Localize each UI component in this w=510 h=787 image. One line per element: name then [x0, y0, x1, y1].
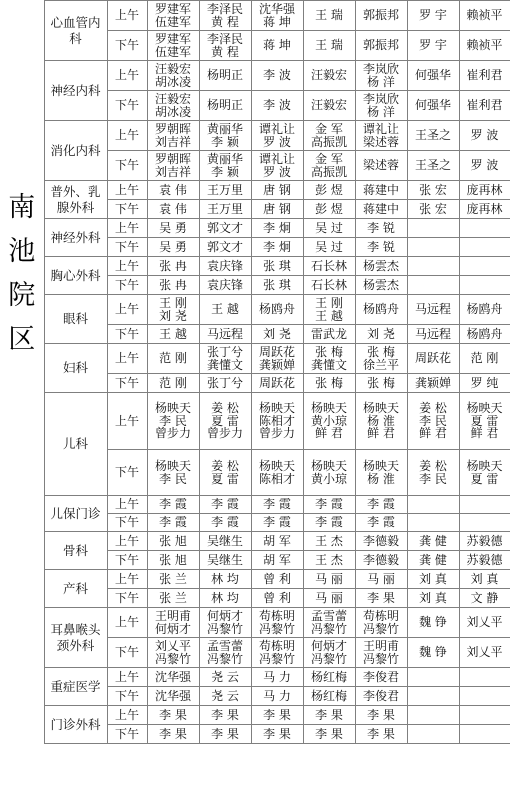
department-name: 产科 [44, 570, 107, 608]
doctor-cell: 袁庆锋 [199, 257, 251, 276]
doctor-cell: 李 果 [147, 706, 199, 725]
doctor-cell: 吴 过 [303, 238, 355, 257]
doctor-cell: 张 梅 龚懂文 [303, 344, 355, 374]
doctor-cell: 吴 过 [303, 219, 355, 238]
doctor-cell: 张 旭 [147, 532, 199, 551]
doctor-cell: 李 果 [251, 725, 303, 744]
doctor-cell: 杨映天 杨 淮 鲜 君 [355, 393, 407, 450]
campus-title: 南池院区 [8, 191, 36, 355]
doctor-cell: 王 刚 王 越 [303, 295, 355, 325]
doctor-cell: 杨红梅 [303, 687, 355, 706]
doctor-cell [407, 687, 459, 706]
doctor-cell: 马远程 [407, 295, 459, 325]
doctor-cell: 范 刚 [147, 374, 199, 393]
doctor-cell: 曾 利 [251, 570, 303, 589]
doctor-cell: 彭 煜 [303, 181, 355, 200]
doctor-cell: 王 瑞 [303, 31, 355, 61]
doctor-cell: 王明甫 冯黎竹 [355, 638, 407, 668]
doctor-cell [459, 668, 510, 687]
doctor-cell: 王 越 [199, 295, 251, 325]
department-name: 神经外科 [44, 219, 107, 257]
doctor-cell: 李岚欣 杨 洋 [355, 91, 407, 121]
doctor-cell: 李 锐 [355, 219, 407, 238]
doctor-cell: 刘 真 [407, 589, 459, 608]
doctor-cell: 雷武龙 [303, 325, 355, 344]
doctor-cell: 刘 真 [459, 570, 510, 589]
doctor-cell [459, 706, 510, 725]
doctor-cell: 吴 勇 [147, 238, 199, 257]
doctor-cell: 张 兰 [147, 589, 199, 608]
department-name: 耳鼻喉头 颈外科 [44, 608, 107, 668]
doctor-cell: 王明甫 何炳才 [147, 608, 199, 638]
period-label: 上午 [107, 257, 147, 276]
doctor-cell: 杨映天 黄小琼 鲜 君 [303, 393, 355, 450]
doctor-cell: 李 霞 [199, 496, 251, 514]
period-label: 下午 [107, 91, 147, 121]
department-name: 儿保门诊 [44, 496, 107, 532]
doctor-cell: 龚 健 [407, 532, 459, 551]
department-name: 妇科 [44, 344, 107, 393]
doctor-cell [459, 725, 510, 744]
period-label: 下午 [107, 725, 147, 744]
period-label: 上午 [107, 344, 147, 374]
doctor-cell: 张 冉 [147, 276, 199, 295]
period-label: 上午 [107, 181, 147, 200]
doctor-cell: 金 军 高振凯 [303, 121, 355, 151]
doctor-cell [459, 257, 510, 276]
schedule-row [0, 295, 510, 325]
doctor-cell: 庞再林 [459, 181, 510, 200]
doctor-cell: 尧 云 [199, 687, 251, 706]
doctor-cell: 张丁兮 [199, 374, 251, 393]
doctor-cell: 张 冉 [147, 257, 199, 276]
doctor-cell: 杨鸥舟 [355, 295, 407, 325]
period-label: 下午 [107, 238, 147, 257]
doctor-cell: 姜 松 李 民 [407, 450, 459, 496]
doctor-cell: 李 波 [251, 91, 303, 121]
doctor-cell: 姜 松 李 民 鲜 君 [407, 393, 459, 450]
doctor-cell [459, 219, 510, 238]
doctor-cell: 周跃花 [407, 344, 459, 374]
schedule-row [0, 219, 510, 238]
period-label: 下午 [107, 325, 147, 344]
doctor-cell: 李 霞 [251, 514, 303, 532]
period-label: 下午 [107, 638, 147, 668]
schedule-row [0, 257, 510, 276]
doctor-cell: 杨鸥舟 [459, 295, 510, 325]
doctor-cell: 吴 勇 [147, 219, 199, 238]
doctor-cell: 张 宏 [407, 181, 459, 200]
period-label: 上午 [107, 608, 147, 638]
period-label: 上午 [107, 219, 147, 238]
doctor-cell: 李俊君 [355, 687, 407, 706]
doctor-cell: 林 均 [199, 570, 251, 589]
doctor-cell: 李 霞 [303, 514, 355, 532]
doctor-cell: 姜 松 夏 雷 [199, 450, 251, 496]
doctor-cell: 袁 伟 [147, 181, 199, 200]
doctor-cell: 杨映天 夏 雷 鲜 君 [459, 393, 510, 450]
doctor-cell: 唐 钢 [251, 181, 303, 200]
doctor-cell [407, 706, 459, 725]
doctor-cell: 刘 真 [407, 570, 459, 589]
doctor-cell: 李 霞 [355, 496, 407, 514]
doctor-cell: 李泽民 黄 程 [199, 1, 251, 31]
doctor-cell: 杨映天 陈相才 [251, 450, 303, 496]
doctor-cell: 姜 松 夏 雷 曾步力 [199, 393, 251, 450]
doctor-cell [407, 257, 459, 276]
doctor-cell [459, 687, 510, 706]
doctor-cell [407, 668, 459, 687]
doctor-cell [407, 219, 459, 238]
doctor-cell: 杨明正 [199, 91, 251, 121]
doctor-cell: 王万里 [199, 181, 251, 200]
department-name: 心血管内科 [44, 1, 107, 61]
doctor-cell: 石长林 [303, 276, 355, 295]
doctor-cell: 蒋建中 [355, 181, 407, 200]
doctor-cell: 罗建军 伍建军 [147, 1, 199, 31]
doctor-cell: 王 刚 刘 尧 [147, 295, 199, 325]
department-name: 儿科 [44, 393, 107, 496]
doctor-cell: 罗 宇 [407, 31, 459, 61]
doctor-cell: 张 琪 [251, 276, 303, 295]
doctor-cell: 杨映天 陈相才 曾步力 [251, 393, 303, 450]
doctor-cell: 袁庆锋 [199, 276, 251, 295]
doctor-cell: 李 炯 [251, 238, 303, 257]
doctor-cell: 李德毅 [355, 532, 407, 551]
doctor-cell: 杨映天 李 民 曾步力 [147, 393, 199, 450]
doctor-cell: 罗 宇 [407, 1, 459, 31]
doctor-cell: 杨鸥舟 [251, 295, 303, 325]
schedule-row [0, 121, 510, 151]
schedule-row [0, 608, 510, 638]
doctor-cell: 李 霞 [147, 496, 199, 514]
doctor-cell: 刘乂平 [459, 638, 510, 668]
period-label: 上午 [107, 393, 147, 450]
doctor-cell [407, 496, 459, 514]
doctor-cell: 李 霞 [303, 496, 355, 514]
schedule-row [0, 496, 510, 514]
department-name: 骨科 [44, 532, 107, 570]
schedule-row [0, 344, 510, 374]
doctor-cell: 李 果 [355, 725, 407, 744]
period-label: 下午 [107, 687, 147, 706]
department-name: 眼科 [44, 295, 107, 344]
doctor-cell: 李 果 [303, 706, 355, 725]
doctor-cell: 张 梅 [355, 374, 407, 393]
period-label: 上午 [107, 570, 147, 589]
doctor-cell: 马 丽 [355, 570, 407, 589]
doctor-cell: 张 宏 [407, 200, 459, 219]
doctor-cell: 周跃花 [251, 374, 303, 393]
doctor-cell: 赖祯平 [459, 31, 510, 61]
period-label: 下午 [107, 31, 147, 61]
doctor-cell: 胡 军 [251, 551, 303, 570]
doctor-cell: 金 军 高振凯 [303, 151, 355, 181]
period-label: 下午 [107, 200, 147, 219]
doctor-cell: 汪毅宏 胡冰凌 [147, 91, 199, 121]
doctor-cell: 尧 云 [199, 668, 251, 687]
department-name: 重症医学 [44, 668, 107, 706]
doctor-cell: 庞再林 [459, 200, 510, 219]
doctor-cell: 张 琪 [251, 257, 303, 276]
doctor-cell: 彭 煜 [303, 200, 355, 219]
doctor-cell: 龚颖婵 [407, 374, 459, 393]
doctor-cell: 范 刚 [147, 344, 199, 374]
doctor-cell: 王圣之 [407, 151, 459, 181]
doctor-cell: 王 越 [147, 325, 199, 344]
period-label: 上午 [107, 496, 147, 514]
doctor-cell: 沈华强 [147, 687, 199, 706]
period-label: 下午 [107, 276, 147, 295]
doctor-cell: 杨鸥舟 [459, 325, 510, 344]
doctor-cell: 魏 铮 [407, 608, 459, 638]
doctor-cell: 马 丽 [303, 589, 355, 608]
doctor-cell: 罗 波 [459, 151, 510, 181]
doctor-cell: 袁 伟 [147, 200, 199, 219]
doctor-cell: 孟雪蕾 冯黎竹 [303, 608, 355, 638]
doctor-cell: 何强华 [407, 61, 459, 91]
doctor-cell: 罗 波 [459, 121, 510, 151]
doctor-cell: 杨雲杰 [355, 276, 407, 295]
doctor-cell: 李 果 [303, 725, 355, 744]
period-label: 上午 [107, 61, 147, 91]
doctor-cell: 汪毅宏 胡冰凌 [147, 61, 199, 91]
doctor-cell: 罗建军 伍建军 [147, 31, 199, 61]
doctor-cell: 刘乂平 [459, 608, 510, 638]
doctor-cell: 汪毅宏 [303, 61, 355, 91]
doctor-cell: 马 力 [251, 668, 303, 687]
doctor-cell: 马远程 [407, 325, 459, 344]
doctor-cell: 杨映天 李 民 [147, 450, 199, 496]
doctor-cell: 李泽民 黄 程 [199, 31, 251, 61]
doctor-cell: 李 果 [199, 725, 251, 744]
period-label: 上午 [107, 532, 147, 551]
doctor-cell: 黄丽华 李 颖 [199, 121, 251, 151]
doctor-cell: 刘 尧 [355, 325, 407, 344]
doctor-cell [407, 238, 459, 257]
doctor-cell: 罗 纯 [459, 374, 510, 393]
doctor-cell: 谭礼让 罗 波 [251, 151, 303, 181]
department-name: 神经内科 [44, 61, 107, 121]
doctor-cell: 苏毅德 [459, 532, 510, 551]
doctor-cell: 刘 尧 [251, 325, 303, 344]
doctor-cell: 苟栋明 冯黎竹 [355, 608, 407, 638]
doctor-cell: 苟栋明 冯黎竹 [251, 608, 303, 638]
doctor-cell: 杨明正 [199, 61, 251, 91]
schedule-row [0, 393, 510, 450]
doctor-cell: 杨映天 杨 淮 [355, 450, 407, 496]
department-name: 普外、乳 腺外科 [44, 181, 107, 219]
department-name: 门诊外科 [44, 706, 107, 744]
doctor-cell: 蒋建中 [355, 200, 407, 219]
doctor-cell: 李 果 [355, 706, 407, 725]
doctor-cell: 李 霞 [199, 514, 251, 532]
doctor-cell: 何炳才 冯黎竹 [199, 608, 251, 638]
doctor-cell: 梁述蓉 [355, 151, 407, 181]
doctor-cell: 曾 利 [251, 589, 303, 608]
doctor-cell: 李 果 [251, 706, 303, 725]
period-label: 下午 [107, 514, 147, 532]
period-label: 上午 [107, 121, 147, 151]
doctor-cell: 刘乂平 冯黎竹 [147, 638, 199, 668]
schedule-row [0, 706, 510, 725]
doctor-cell [459, 514, 510, 532]
doctor-cell: 蒋 坤 [251, 31, 303, 61]
doctor-cell: 文 静 [459, 589, 510, 608]
doctor-cell: 周跃花 龚颖婵 [251, 344, 303, 374]
period-label: 下午 [107, 551, 147, 570]
period-label: 上午 [107, 706, 147, 725]
doctor-cell: 李 霞 [251, 496, 303, 514]
doctor-cell: 范 刚 [459, 344, 510, 374]
doctor-cell: 苏毅德 [459, 551, 510, 570]
doctor-cell: 张丁兮 龚懂文 [199, 344, 251, 374]
doctor-cell: 杨映天 黄小琼 [303, 450, 355, 496]
doctor-cell: 吴继生 [199, 532, 251, 551]
doctor-cell: 魏 铮 [407, 638, 459, 668]
doctor-cell: 李 果 [147, 725, 199, 744]
period-label: 下午 [107, 589, 147, 608]
doctor-cell: 李 炯 [251, 219, 303, 238]
doctor-cell: 王万里 [199, 200, 251, 219]
doctor-cell: 李岚欣 杨 洋 [355, 61, 407, 91]
doctor-cell [459, 276, 510, 295]
doctor-cell: 马 力 [251, 687, 303, 706]
schedule-row [0, 1, 510, 31]
doctor-cell [459, 496, 510, 514]
period-label: 下午 [107, 450, 147, 496]
doctor-cell: 王圣之 [407, 121, 459, 151]
doctor-cell: 郭振邦 [355, 31, 407, 61]
period-label: 下午 [107, 151, 147, 181]
period-label: 上午 [107, 668, 147, 687]
doctor-cell: 李 果 [355, 589, 407, 608]
doctor-cell: 杨映天 夏 雷 [459, 450, 510, 496]
doctor-cell: 李 霞 [147, 514, 199, 532]
doctor-cell: 罗朝晖 刘吉祥 [147, 151, 199, 181]
doctor-cell: 赖祯平 [459, 1, 510, 31]
doctor-cell: 李 果 [199, 706, 251, 725]
doctor-cell: 王 杰 [303, 551, 355, 570]
doctor-cell: 李俊君 [355, 668, 407, 687]
doctor-cell: 马 丽 [303, 570, 355, 589]
doctor-cell: 张 梅 [303, 374, 355, 393]
doctor-cell [459, 238, 510, 257]
doctor-cell: 林 均 [199, 589, 251, 608]
doctor-cell: 沈华强 [147, 668, 199, 687]
doctor-cell: 石长林 [303, 257, 355, 276]
department-name: 消化内科 [44, 121, 107, 181]
doctor-cell [407, 514, 459, 532]
doctor-cell: 王 瑞 [303, 1, 355, 31]
doctor-cell: 何炳才 冯黎竹 [303, 638, 355, 668]
doctor-cell: 郭振邦 [355, 1, 407, 31]
doctor-cell: 王 杰 [303, 532, 355, 551]
doctor-cell: 李德毅 [355, 551, 407, 570]
period-label: 下午 [107, 374, 147, 393]
doctor-cell: 李 锐 [355, 238, 407, 257]
doctor-cell: 李 波 [251, 61, 303, 91]
doctor-cell: 郭文才 [199, 238, 251, 257]
doctor-cell: 马远程 [199, 325, 251, 344]
schedule-row [0, 668, 510, 687]
department-name: 胸心外科 [44, 257, 107, 295]
doctor-cell: 谭礼让 梁述蓉 [355, 121, 407, 151]
doctor-cell: 张 旭 [147, 551, 199, 570]
doctor-cell: 崔利君 [459, 61, 510, 91]
doctor-cell [407, 725, 459, 744]
doctor-cell: 杨雲杰 [355, 257, 407, 276]
period-label: 上午 [107, 295, 147, 325]
doctor-cell: 龚 健 [407, 551, 459, 570]
doctor-cell: 郭文才 [199, 219, 251, 238]
doctor-cell: 罗朝晖 刘吉祥 [147, 121, 199, 151]
doctor-cell: 孟雪蕾 冯黎竹 [199, 638, 251, 668]
doctor-cell: 吴继生 [199, 551, 251, 570]
doctor-cell: 张 兰 [147, 570, 199, 589]
schedule-row [0, 61, 510, 91]
period-label: 上午 [107, 1, 147, 31]
schedule-row [0, 570, 510, 589]
schedule-row [0, 532, 510, 551]
doctor-cell: 张 梅 徐兰平 [355, 344, 407, 374]
doctor-cell [407, 276, 459, 295]
doctor-cell: 沈华强 蒋 坤 [251, 1, 303, 31]
doctor-cell: 汪毅宏 [303, 91, 355, 121]
doctor-cell: 胡 军 [251, 532, 303, 551]
doctor-cell: 苟栋明 冯黎竹 [251, 638, 303, 668]
doctor-cell: 谭礼让 罗 波 [251, 121, 303, 151]
doctor-cell: 唐 钢 [251, 200, 303, 219]
doctor-cell: 杨红梅 [303, 668, 355, 687]
doctor-cell: 崔利君 [459, 91, 510, 121]
doctor-cell: 何强华 [407, 91, 459, 121]
schedule-row [0, 181, 510, 200]
doctor-cell: 李 霞 [355, 514, 407, 532]
doctor-cell: 黄丽华 李 颖 [199, 151, 251, 181]
